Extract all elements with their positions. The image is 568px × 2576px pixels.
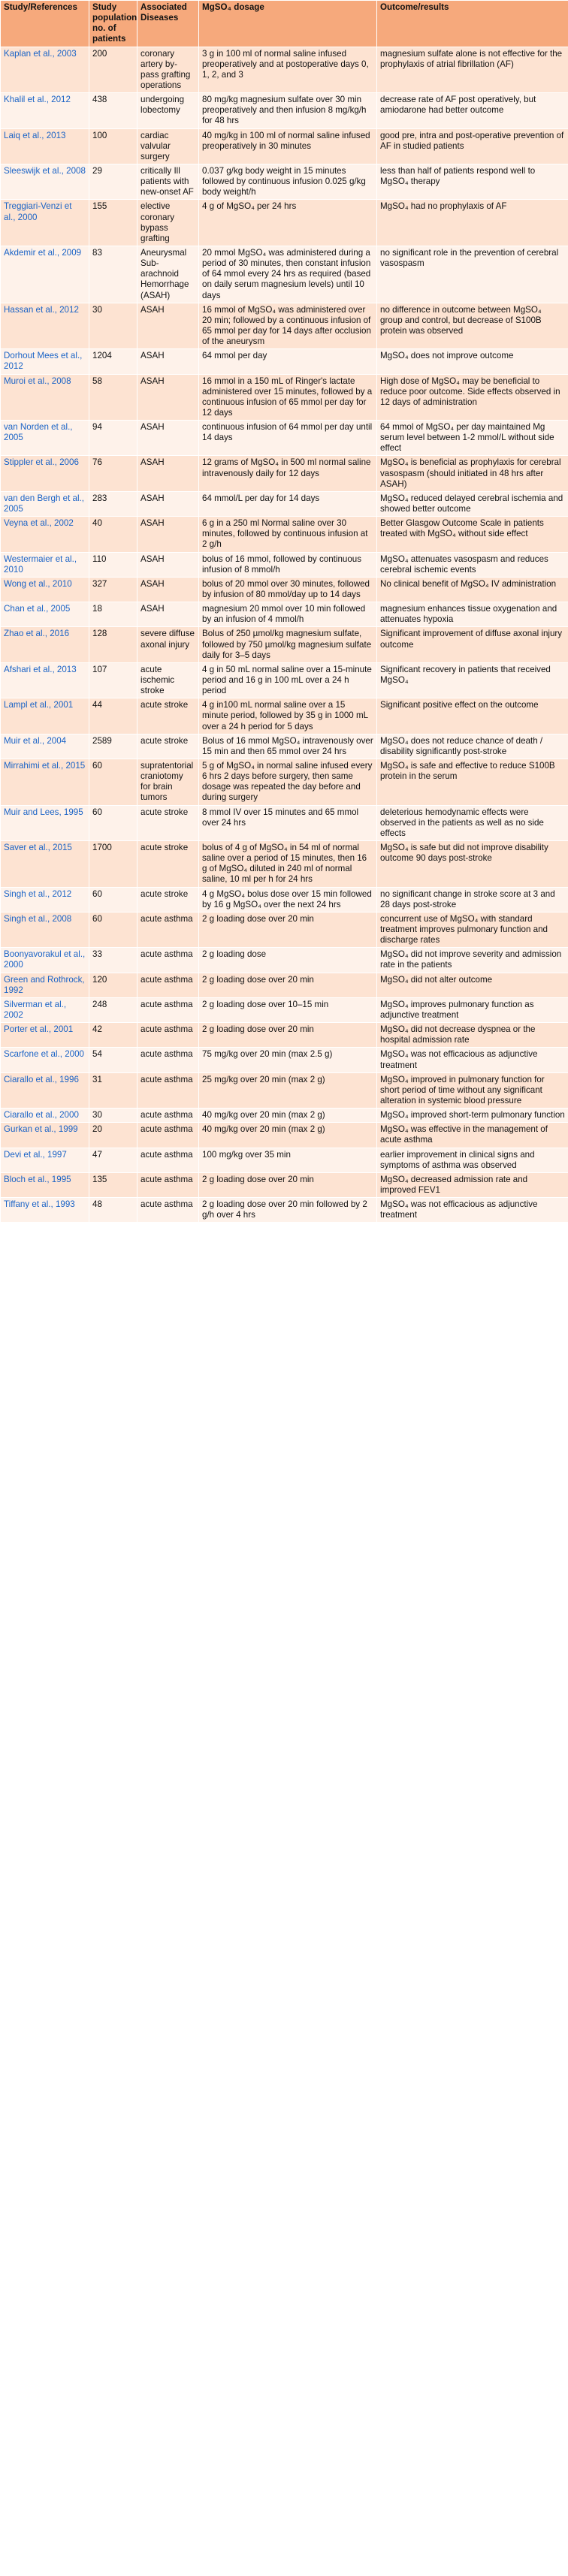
study-population-cell: 60 (89, 805, 137, 840)
study-population-cell: 83 (89, 246, 137, 303)
outcome-result-cell: 64 mmol of MgSO₄ per day maintained Mg serum level between 1-2 mmol/L without side effect (377, 421, 568, 456)
outcome-result-cell: Significant recovery in patients that received MgSO₄ (377, 662, 568, 698)
study-reference-link[interactable]: Tiffany et al., 1993 (1, 1198, 89, 1223)
mgso4-dosage-cell: 6 g in a 250 ml Normal saline over 30 minutes, followed by continuous infusion at 2 g/h (199, 517, 377, 552)
mgso4-dosage-cell: 0.037 g/kg body weight in 15 minutes followed by continuous infusion 0.025 g/kg body weight/h (199, 164, 377, 199)
study-population-cell: 54 (89, 1048, 137, 1072)
associated-disease-cell: ASAH (137, 577, 199, 602)
associated-disease-cell: cardiac valvular surgery (137, 128, 199, 164)
mgso4-dosage-cell: 2 g loading dose over 20 min (199, 1023, 377, 1048)
mgso4-dosage-cell: 2 g loading dose over 20 min followed by 2 g/h over 4 hrs (199, 1198, 377, 1223)
study-reference-link[interactable]: Gurkan et al., 1999 (1, 1123, 89, 1148)
associated-disease-cell: severe diffuse axonal injury (137, 627, 199, 662)
associated-disease-cell: acute asthma (137, 1109, 199, 1123)
table-row (1, 517, 568, 552)
study-population-cell: 48 (89, 1198, 137, 1223)
study-reference-link[interactable]: Saver et al., 2015 (1, 840, 89, 887)
study-reference-link[interactable]: Muir et al., 2004 (1, 734, 89, 759)
outcome-result-cell: no difference in outcome between MgSO₄ group and control, but decrease of S100B protein was observed (377, 303, 568, 349)
study-population-cell: 155 (89, 200, 137, 246)
study-reference-link[interactable]: Hassan et al., 2012 (1, 303, 89, 349)
study-reference-link[interactable]: Mirrahimi et al., 2015 (1, 759, 89, 806)
associated-disease-cell: acute asthma (137, 912, 199, 947)
mgso4-dosage-cell: Bolus of 16 mmol MgSO₄ intravenously over 15 min and then 65 mmol over 24 hrs (199, 734, 377, 759)
outcome-result-cell: No clinical benefit of MgSO₄ IV administration (377, 577, 568, 602)
associated-disease-cell: elective coronary bypass grafting (137, 200, 199, 246)
outcome-result-cell: High dose of MgSO₄ may be beneficial to reduce poor outcome. Side effects observed in 12 days of administration (377, 374, 568, 421)
header-diseases: Associated Diseases (137, 1, 199, 47)
study-population-cell: 200 (89, 47, 137, 93)
table-row (1, 303, 568, 349)
mgso4-dosage-cell: 2 g loading dose over 20 min (199, 1172, 377, 1197)
mgso4-dosage-cell: 64 mmol per day (199, 349, 377, 374)
study-population-cell: 30 (89, 1109, 137, 1123)
table-row (1, 662, 568, 698)
study-reference-link[interactable]: Veyna et al., 2002 (1, 517, 89, 552)
outcome-result-cell: less than half of patients respond well to MgSO₄ therapy (377, 164, 568, 199)
study-reference-link[interactable]: Chan et al., 2005 (1, 602, 89, 627)
outcome-result-cell: MgSO₄ does not reduce chance of death / disability significantly post-stroke (377, 734, 568, 759)
study-population-cell: 40 (89, 517, 137, 552)
mgso4-dosage-cell: 75 mg/kg over 20 min (max 2.5 g) (199, 1048, 377, 1072)
study-reference-link[interactable]: Zhao et al., 2016 (1, 627, 89, 662)
outcome-result-cell: MgSO₄ is safe and effective to reduce S100B protein in the serum (377, 759, 568, 806)
outcome-result-cell: MgSO₄ does not improve outcome (377, 349, 568, 374)
header-dosage: MgSO₄ dosage (199, 1, 377, 47)
mgso4-dosage-cell: 25 mg/kg over 20 min (max 2 g) (199, 1072, 377, 1108)
table-row (1, 47, 568, 93)
outcome-result-cell: good pre, intra and post-operative prevention of AF in studied patients (377, 128, 568, 164)
outcome-result-cell: MgSO₄ is beneficial as prophylaxis for cerebral vasospasm (should initiated in 48 hrs after ASAH) (377, 456, 568, 491)
outcome-result-cell: MgSO₄ attenuates vasospasm and reduces cerebral ischemic events (377, 552, 568, 577)
associated-disease-cell: acute asthma (137, 1172, 199, 1197)
study-population-cell: 248 (89, 997, 137, 1022)
table-row (1, 698, 568, 734)
study-population-cell: 60 (89, 759, 137, 806)
mgso4-dosage-cell: bolus of 20 mmol over 30 minutes, followed by infusion of 80 mmol/day up to 14 days (199, 577, 377, 602)
associated-disease-cell: acute stroke (137, 840, 199, 887)
outcome-result-cell: MgSO₄ improves pulmonary function as adjunctive treatment (377, 997, 568, 1022)
associated-disease-cell: acute ischemic stroke (137, 662, 199, 698)
study-population-cell: 110 (89, 552, 137, 577)
study-population-cell: 18 (89, 602, 137, 627)
associated-disease-cell: acute asthma (137, 973, 199, 997)
mgso4-dosage-cell: 40 mg/kg over 20 min (max 2 g) (199, 1123, 377, 1148)
study-population-cell: 1700 (89, 840, 137, 887)
table-row (1, 734, 568, 759)
mgso4-dosage-cell: magnesium 20 mmol over 10 min followed by an infusion of 4 mmol/h (199, 602, 377, 627)
mgso4-dosage-cell: 4 g MgSO₄ bolus dose over 15 min followed by 16 g MgSO₄ over the next 24 hrs (199, 887, 377, 912)
mgso4-dosage-cell: 16 mmol of MgSO₄ was administered over 20 min; followed by a continuous infusion of 65 mmol per day for 14 days after occlusion of the aneurysm (199, 303, 377, 349)
study-reference-link[interactable]: Singh et al., 2008 (1, 912, 89, 947)
study-population-cell: 20 (89, 1123, 137, 1148)
study-reference-link[interactable]: Scarfone et al., 2000 (1, 1048, 89, 1072)
outcome-result-cell: Significant positive effect on the outcome (377, 698, 568, 734)
associated-disease-cell: acute asthma (137, 1072, 199, 1108)
study-reference-link[interactable]: Ciarallo et al., 1996 (1, 1072, 89, 1108)
table-row (1, 456, 568, 491)
associated-disease-cell: ASAH (137, 552, 199, 577)
study-reference-link[interactable]: Muroi et al., 2008 (1, 374, 89, 421)
table-row (1, 1123, 568, 1148)
mgso4-dosage-cell: 64 mmol/L per day for 14 days (199, 491, 377, 516)
mgso4-dosage-cell: 2 g loading dose over 10–15 min (199, 997, 377, 1022)
study-reference-link[interactable]: Singh et al., 2012 (1, 887, 89, 912)
outcome-result-cell: concurrent use of MgSO₄ with standard treatment improves pulmonary function and discharge rates (377, 912, 568, 947)
associated-disease-cell: supratentorial craniotomy for brain tumors (137, 759, 199, 806)
table-row (1, 164, 568, 199)
study-reference-link[interactable]: Silverman et al., 2002 (1, 997, 89, 1022)
study-population-cell: 128 (89, 627, 137, 662)
table-row (1, 1023, 568, 1048)
associated-disease-cell: acute asthma (137, 1023, 199, 1048)
header-outcome: Outcome/results (377, 1, 568, 47)
study-reference-link[interactable]: Kaplan et al., 2003 (1, 47, 89, 93)
study-population-cell: 107 (89, 662, 137, 698)
associated-disease-cell: acute stroke (137, 805, 199, 840)
study-reference-link[interactable]: van Norden et al., 2005 (1, 421, 89, 456)
mgso4-dosage-cell: 100 mg/kg over 35 min (199, 1148, 377, 1172)
mgso4-dosage-cell: 2 g loading dose (199, 948, 377, 973)
mgso4-dosage-cell: 8 mmol IV over 15 minutes and 65 mmol over 24 hrs (199, 805, 377, 840)
header-row (1, 1, 568, 47)
mgso4-dosage-cell: 40 mg/kg in 100 ml of normal saline infused preoperatively in 30 minutes (199, 128, 377, 164)
study-reference-link[interactable]: van den Bergh et al., 2005 (1, 491, 89, 516)
mgso4-dosage-cell: 16 mmol in a 150 mL of Ringer's lactate administered over 15 minutes, followed by a continuous infusion of 65 mmol per day for 12 days (199, 374, 377, 421)
table-row (1, 912, 568, 947)
mgso4-dosage-cell: 4 g in 50 mL normal saline over a 15-minute period and 16 g in 100 mL over a 24 h period (199, 662, 377, 698)
table-row (1, 349, 568, 374)
table-row (1, 948, 568, 973)
table-row (1, 552, 568, 577)
study-population-cell: 30 (89, 303, 137, 349)
outcome-result-cell: magnesium enhances tissue oxygenation and attenuates hypoxia (377, 602, 568, 627)
outcome-result-cell: MgSO₄ had no prophylaxis of AF (377, 200, 568, 246)
study-population-cell: 60 (89, 887, 137, 912)
outcome-result-cell: MgSO₄ did not alter outcome (377, 973, 568, 997)
studies-table (0, 0, 568, 1223)
study-population-cell: 58 (89, 374, 137, 421)
study-population-cell: 33 (89, 948, 137, 973)
associated-disease-cell: acute stroke (137, 887, 199, 912)
study-reference-link[interactable]: Laiq et al., 2013 (1, 128, 89, 164)
study-population-cell: 47 (89, 1148, 137, 1172)
outcome-result-cell: MgSO₄ did not improve severity and admission rate in the patients (377, 948, 568, 973)
mgso4-dosage-cell: continuous infusion of 64 mmol per day until 14 days (199, 421, 377, 456)
study-population-cell: 44 (89, 698, 137, 734)
study-population-cell: 29 (89, 164, 137, 199)
mgso4-dosage-cell: Bolus of 250 µmol/kg magnesium sulfate, followed by 750 µmol/kg magnesium sulfate daily for 3–5 days (199, 627, 377, 662)
study-population-cell: 42 (89, 1023, 137, 1048)
table-row (1, 1109, 568, 1123)
study-reference-link[interactable]: Sleeswijk et al., 2008 (1, 164, 89, 199)
associated-disease-cell: acute asthma (137, 997, 199, 1022)
outcome-result-cell: decrease rate of AF post operatively, but amiodarone had better outcome (377, 93, 568, 128)
study-reference-link[interactable]: Khalil et al., 2012 (1, 93, 89, 128)
study-reference-link[interactable]: Westermaier et al., 2010 (1, 552, 89, 577)
mgso4-dosage-cell: bolus of 16 mmol, followed by continuous infusion of 8 mmol/h (199, 552, 377, 577)
study-population-cell: 60 (89, 912, 137, 947)
associated-disease-cell: acute stroke (137, 698, 199, 734)
study-reference-link[interactable]: Lampl et al., 2001 (1, 698, 89, 734)
study-population-cell: 94 (89, 421, 137, 456)
study-reference-link[interactable]: Treggiari-Venzi et al., 2000 (1, 200, 89, 246)
study-population-cell: 438 (89, 93, 137, 128)
study-reference-link[interactable]: Bloch et al., 1995 (1, 1172, 89, 1197)
mgso4-dosage-cell: 2 g loading dose over 20 min (199, 912, 377, 947)
outcome-result-cell: MgSO₄ improved in pulmonary function for short period of time without any significant alteration in systemic blood pressure (377, 1072, 568, 1108)
associated-disease-cell: ASAH (137, 602, 199, 627)
table-row (1, 128, 568, 164)
outcome-result-cell: MgSO₄ was effective in the management of acute asthma (377, 1123, 568, 1148)
outcome-result-cell: Better Glasgow Outcome Scale in patients treated with MgSO₄ without side effect (377, 517, 568, 552)
outcome-result-cell: MgSO₄ improved short-term pulmonary function (377, 1109, 568, 1123)
mgso4-dosage-cell: 4 g in100 mL normal saline over a 15 minute period, followed by 35 g in 1000 mL over a 24 h period for 5 days (199, 698, 377, 734)
table-row (1, 805, 568, 840)
table-row (1, 246, 568, 303)
associated-disease-cell: acute asthma (137, 1148, 199, 1172)
table-row (1, 374, 568, 421)
mgso4-dosage-cell: 2 g loading dose over 20 min (199, 973, 377, 997)
table-row (1, 1172, 568, 1197)
table-row (1, 93, 568, 128)
outcome-result-cell: Significant improvement of diffuse axonal injury outcome (377, 627, 568, 662)
table-row (1, 997, 568, 1022)
associated-disease-cell: ASAH (137, 491, 199, 516)
associated-disease-cell: ASAH (137, 349, 199, 374)
study-reference-link[interactable]: Stippler et al., 2006 (1, 456, 89, 491)
outcome-result-cell: MgSO₄ was not efficacious as adjunctive treatment (377, 1048, 568, 1072)
study-reference-link[interactable]: Afshari et al., 2013 (1, 662, 89, 698)
associated-disease-cell: acute asthma (137, 948, 199, 973)
study-population-cell: 327 (89, 577, 137, 602)
outcome-result-cell: deleterious hemodynamic effects were observed in the patients as well as no side effects (377, 805, 568, 840)
study-population-cell: 31 (89, 1072, 137, 1108)
study-population-cell: 120 (89, 973, 137, 997)
mgso4-dosage-cell: 5 g of MgSO₄ in normal saline infused every 6 hrs 2 days before surgery, then same dosage was repeated the day before and during surgery (199, 759, 377, 806)
associated-disease-cell: ASAH (137, 421, 199, 456)
study-population-cell: 1204 (89, 349, 137, 374)
table-row (1, 840, 568, 887)
associated-disease-cell: Aneurysmal Sub-arachnoid Hemorrhage (ASAH) (137, 246, 199, 303)
study-population-cell: 283 (89, 491, 137, 516)
study-population-cell: 2589 (89, 734, 137, 759)
study-reference-link[interactable]: Akdemir et al., 2009 (1, 246, 89, 303)
outcome-result-cell: MgSO₄ reduced delayed cerebral ischemia and showed better outcome (377, 491, 568, 516)
header-study: Study/References (1, 1, 89, 47)
mgso4-dosage-cell: bolus of 4 g of MgSO₄ in 54 ml of normal saline over a period of 15 minutes, then 16 g of MgSO₄ diluted in 240 ml of normal saline, 10 ml per h for 24 hrs (199, 840, 377, 887)
associated-disease-cell: ASAH (137, 303, 199, 349)
outcome-result-cell: MgSO₄ is safe but did not improve disability outcome 90 days post-stroke (377, 840, 568, 887)
outcome-result-cell: no significant change in stroke score at 3 and 28 days post-stroke (377, 887, 568, 912)
table-row (1, 1048, 568, 1072)
table-row (1, 602, 568, 627)
table-row (1, 1072, 568, 1108)
associated-disease-cell: acute asthma (137, 1123, 199, 1148)
mgso4-dosage-cell: 40 mg/kg over 20 min (max 2 g) (199, 1109, 377, 1123)
outcome-result-cell: earlier improvement in clinical signs and symptoms of asthma was observed (377, 1148, 568, 1172)
table-row (1, 421, 568, 456)
mgso4-dosage-cell: 4 g of MgSO₄ per 24 hrs (199, 200, 377, 246)
associated-disease-cell: coronary artery by-pass grafting operations (137, 47, 199, 93)
study-population-cell: 100 (89, 128, 137, 164)
outcome-result-cell: MgSO₄ was not efficacious as adjunctive treatment (377, 1198, 568, 1223)
study-population-cell: 76 (89, 456, 137, 491)
outcome-result-cell: no significant role in the prevention of cerebral vasospasm (377, 246, 568, 303)
table-row (1, 491, 568, 516)
associated-disease-cell: acute stroke (137, 734, 199, 759)
table-row (1, 1148, 568, 1172)
table-row (1, 887, 568, 912)
study-reference-link[interactable]: Dorhout Mees et al., 2012 (1, 349, 89, 374)
study-reference-link[interactable]: Wong et al., 2010 (1, 577, 89, 602)
mgso4-dosage-cell: 12 grams of MgSO₄ in 500 ml normal saline intravenously daily for 12 days (199, 456, 377, 491)
study-reference-link[interactable]: Ciarallo et al., 2000 (1, 1109, 89, 1123)
outcome-result-cell: MgSO₄ did not decrease dyspnea or the hospital admission rate (377, 1023, 568, 1048)
mgso4-dosage-cell: 20 mmol MgSO₄ was administered during a period of 30 minutes, then constant infusion of 64 mmol every 24 hrs as required (based on daily serum magnesium levels) until 10 days (199, 246, 377, 303)
outcome-result-cell: MgSO₄ decreased admission rate and improved FEV1 (377, 1172, 568, 1197)
associated-disease-cell: ASAH (137, 456, 199, 491)
study-reference-link[interactable]: Porter et al., 2001 (1, 1023, 89, 1048)
associated-disease-cell: acute asthma (137, 1048, 199, 1072)
study-reference-link[interactable]: Devi et al., 1997 (1, 1148, 89, 1172)
table-row (1, 1198, 568, 1223)
associated-disease-cell: ASAH (137, 374, 199, 421)
associated-disease-cell: critically Ill patients with new-onset AF (137, 164, 199, 199)
mgso4-dosage-cell: 80 mg/kg magnesium sulfate over 30 min preoperatively and then infusion 8 mg/kg/h for 48 hrs (199, 93, 377, 128)
table-row (1, 759, 568, 806)
study-reference-link[interactable]: Muir and Lees, 1995 (1, 805, 89, 840)
study-population-cell: 135 (89, 1172, 137, 1197)
table-row (1, 577, 568, 602)
table-row (1, 627, 568, 662)
associated-disease-cell: ASAH (137, 517, 199, 552)
mgso4-dosage-cell: 3 g in 100 ml of normal saline infused preoperatively and at postoperative days 0, 1, 2, and 3 (199, 47, 377, 93)
study-reference-link[interactable]: Boonyavorakul et al., 2000 (1, 948, 89, 973)
associated-disease-cell: undergoing lobectomy (137, 93, 199, 128)
associated-disease-cell: acute asthma (137, 1198, 199, 1223)
header-population: Study population no. of patients (89, 1, 137, 47)
study-reference-link[interactable]: Green and Rothrock, 1992 (1, 973, 89, 997)
table-row (1, 200, 568, 246)
outcome-result-cell: magnesium sulfate alone is not effective for the prophylaxis of atrial fibrillation (AF) (377, 47, 568, 93)
table-row (1, 973, 568, 997)
